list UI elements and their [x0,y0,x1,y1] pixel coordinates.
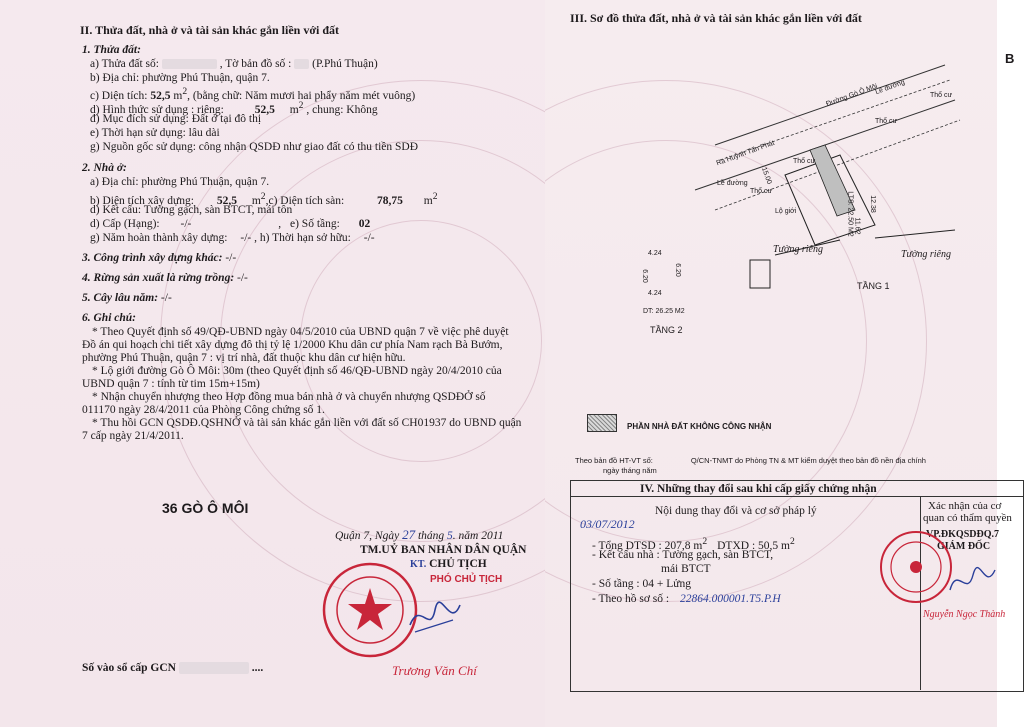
signature-icon [405,590,465,640]
director-title: GIÁM ĐỐC [937,541,991,552]
change-row: - Theo hồ sơ số : 22864.000001.T5.P.H [592,593,781,605]
house-title: 2. Nhà ở: [82,162,127,174]
area-label: LTS: 22.50 M2 [846,191,854,237]
planted-forest: 4. Rừng sản xuất là rừng trồng: -/- [82,272,248,284]
house-address: a) Địa chỉ: phường Phú Thuận, quận 7. [90,176,270,188]
signature-icon [945,560,1000,600]
house-grade: d) Cấp (Hạng): -/- , e) Số tầng: 02 [90,218,371,230]
note-line: UBND quận 7 : tính từ tim 15m+15m) [82,378,260,390]
land-term: e) Thời hạn sử dụng: lâu dài [90,127,220,139]
office-name: VP.ĐKQSDĐQ.7 [926,529,999,540]
map-source-date: ngày tháng năm [603,466,657,475]
change-row: - Kết cấu nhà : Tường gạch, sàn BTCT, [592,549,774,561]
wall-label: Tường riêng [901,249,951,260]
boundary-label: Lộ giới [775,208,797,215]
residential-label: Thổ cư [793,158,816,165]
note-line: Đồ án qui hoạch chi tiết xây dựng đô thị tỷ lệ 1/2000 Khu dân cư phía Nam rạch Bà Bướm, [82,339,503,351]
dimension-label: 11.62 [853,217,861,235]
note-line: * Theo Quyết định số 49/QĐ-UBND ngày 04/5/2010 của UBND quận 7 về việc phê duyệt [92,326,509,338]
signer-name: Trương Văn Chí [392,663,477,678]
notes-title: 6. Ghi chú: [82,312,136,324]
dimension-label: 4.24 [648,290,662,297]
wall-label: Tường riêng [773,244,823,255]
note-line: 011170 ngày 28/4/2011 của Phòng Công chứng số 1. [82,404,325,416]
floor-2-label: TẦNG 2 [650,325,683,335]
change-row: - Số tầng : 04 + Lửng [592,578,691,590]
legend-label: PHẦN NHÀ ĐẤT KHÔNG CÔNG NHẬN [627,422,772,431]
chairman-title: KT. CHỦ TỊCH [410,558,487,570]
issue-date: Quận 7, Ngày 27 tháng 5. năm 2011 [335,527,504,542]
map-source: Theo bản đồ HT-VT số: Q/CN-TNMT do Phòng TN & MT kiểm duyệt theo bản đồ nền địa chính [575,456,926,465]
note-line: * Thu hồi GCN QSDĐ.QSHNỞ và tài sản khác gắn liền với đất số CH01937 do UBND quận [92,417,522,429]
address-stamp: 36 GÒ Ô MÔI [162,500,249,516]
right-page [545,0,1024,727]
house-completion: g) Năm hoàn thành xây dựng: -/- , h) Thời hạn sở hữu: -/- [90,232,375,244]
office-seal-icon [877,528,955,606]
note-line: * Lộ giới đường Gò Ô Môi: 30m (theo Quyết định số 46/QĐ-UBND ngày 20/4/2010 của [92,365,502,377]
perennial-trees: 5. Cây lâu năm: -/- [82,292,172,304]
hatch-legend-icon [587,414,617,432]
curb-label: Lề đường [874,78,906,97]
dimension-label: 6.20 [673,263,681,277]
changes-column-header: Nội dung thay đổi và cơ sở pháp lý [655,505,817,517]
curb-label: Lề đường [717,180,748,187]
road-label: Đường Gò Ô Môi [825,83,879,109]
confirmation-header: quan có thẩm quyền [923,512,1012,524]
change-row: mái BTCT [661,563,711,575]
other-constructions: 3. Công trình xây dựng khác: -/- [82,252,237,264]
registry-number: Số vào sổ cấp GCN .... [82,662,264,674]
land-area: c) Diện tích: 52,5 $m^2$, (bằng chữ: Năm mươi hai phẩy năm mét vuông) [90,86,416,102]
land-origin: g) Nguồn gốc sử dụng: công nhận QSDĐ như giao đất có thu tiền SDĐ [90,141,419,153]
residential-label: Thổ cư [930,92,953,99]
residential-label: Thổ cư [750,188,773,195]
section-3-title: III. Sơ đồ thửa đất, nhà ở và tài sản khác gắn liền với đất [570,11,862,25]
land-parcel-number: a) Thửa đất số: , Tờ bản đồ số : (P.Phú Thuận) [90,58,378,70]
dimension-label: 12.38 [868,195,876,213]
house-structure: d) Kết cấu: Tường gạch, sàn BTCT, mái tôn [90,204,293,216]
land-usage-form: d) Hình thức sử dụng : riêng: 52,5 $m^2$ , chung: Không [90,100,378,116]
page-corner-label: B [1005,51,1015,66]
dimension-label: 6.20 [640,269,648,283]
land-title: 1. Thửa đất: [82,44,141,56]
residential-label: Thổ cư [875,118,898,125]
dimension-label: 4.24 [648,250,662,257]
confirmation-header: Xác nhận của cơ [928,500,1002,512]
change-row: - Tổng DTSD : 207,8 $m^2$ DTXD : 50,5 $m^2$ [592,536,795,552]
land-address: b) Địa chỉ: phường Phú Thuận, quận 7. [90,72,270,84]
note-line: * Nhận chuyển nhượng theo Hợp đồng mua bán nhà ở và chuyển nhượng QSDĐỞ số [92,391,486,403]
table-divider [570,496,1023,497]
floor-1-label: TẦNG 1 [857,281,890,291]
note-line: 7 cấp ngày 21/4/2011. [82,430,184,442]
canal-label: Ra Huỳnh Tấn Phát [715,139,776,168]
section-2-title: II. Thửa đất, nhà ở và tài sản khác gắn liền với đất [80,23,340,37]
floor-2-area: DT: 26.25 M2 [643,308,685,315]
changes-title: IV. Những thay đổi sau khi cấp giấy chứng nhận [640,483,877,495]
land-purpose: đ) Mục đích sử dụng: Đất ở tại đô thị [90,113,262,125]
authority-title: TM.UỶ BAN NHÂN DÂN QUẬN [360,544,527,556]
note-line: phường Phú Thuận, quận 7 : vị trí nhà, đất thuộc khu dân cư hiện hữu. [82,352,406,364]
house-area: b) Diện tích xây dựng: 52,5 $m^2,c$) Diện tích sàn: 78,75 $m^2$ [90,191,438,207]
change-date: 03/07/2012 [580,517,635,531]
dimension-label: 15.00 [759,166,773,186]
vice-chairman-stamp: PHÓ CHỦ TỊCH [430,574,503,585]
director-name: Nguyễn Ngọc Thành [923,609,1006,620]
